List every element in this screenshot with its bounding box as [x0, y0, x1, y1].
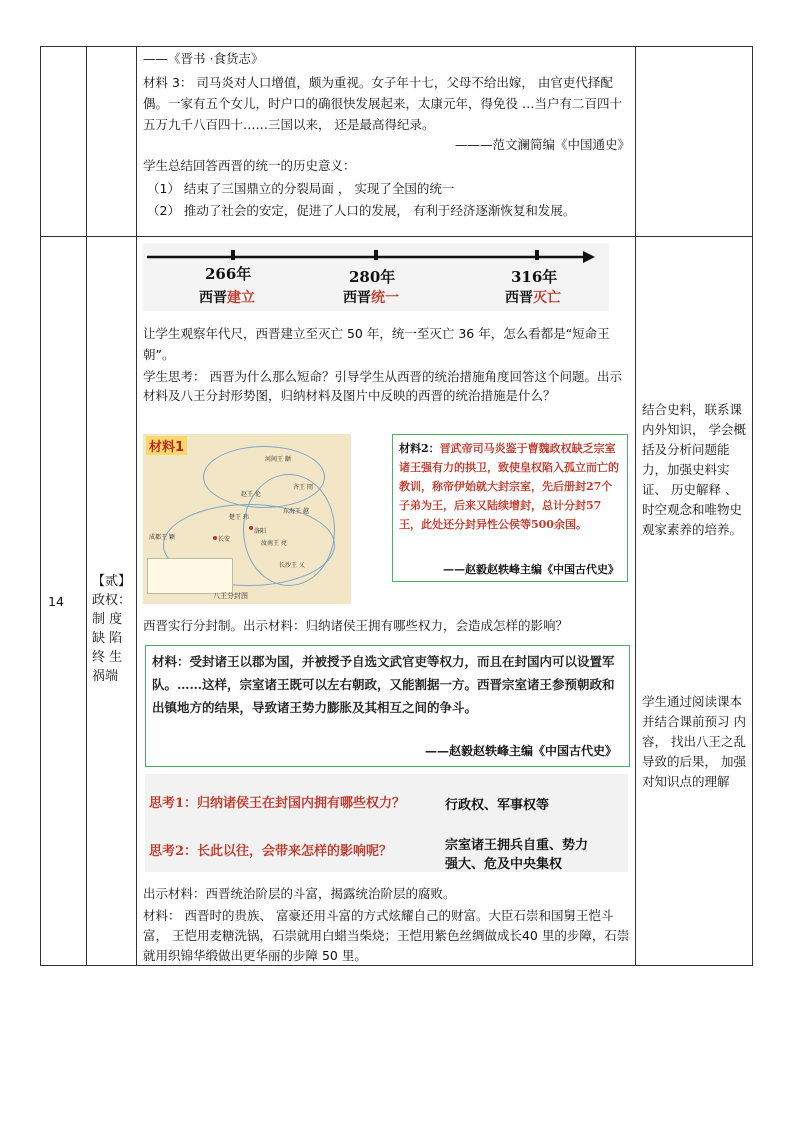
map-legend: [147, 558, 233, 594]
source-tongshi: ———范文澜简编《中国通史》: [454, 137, 630, 152]
map-label: 赵王 伦: [241, 491, 261, 498]
map-label: 成都王 颖: [149, 534, 175, 541]
summary-point-2: （2） 推动了社会的安定，促进了人口的发展， 有利于经济逐渐恢复和发展。: [147, 203, 576, 218]
stage-label: 【贰】政权：制 度缺 陷终 生祸端: [92, 574, 132, 684]
question-2: 思考2：长此以往，会带来怎样的影响呢？: [149, 844, 393, 859]
material-2-title: 材料2：: [399, 442, 440, 455]
map-tag: 材料1: [146, 436, 187, 455]
observe-text: 让学生观察年代尺，西晋建立至灭亡 50 年，统一至灭亡 36 年，怎么看都是“短命王朝”。: [143, 326, 610, 362]
event-action: 灭亡: [533, 290, 561, 306]
summary-prompt: 学生总结回答西晋的统一的历史意义：: [143, 158, 356, 173]
event-prefix: 西晋: [343, 290, 371, 306]
event-prefix: 西晋: [199, 290, 227, 306]
map-caption: 八王分封图: [213, 592, 248, 600]
map-label: 汝南王 亮: [261, 540, 287, 547]
map-label: 长沙王 乂: [279, 562, 305, 569]
question-1: 思考1：归纳诸侯王在封国内拥有哪些权力？: [149, 796, 406, 811]
material-2-body: 晋武帝司马炎鉴于曹魏政权缺乏宗室诸王强有力的拱卫，致使皇权陷入孤立而亡的教训，称帝伊始就大封宗室，先后册封27个子弟为王，后来又陆续增封，总计分封57王，此处还分封异性公侯等500余国。: [399, 442, 619, 531]
enfeoff-text: 西晋实行分封制。出示材料：归纳诸侯王拥有哪些权力，会造成怎样的影响？: [143, 618, 569, 633]
map-label: 楚王 玮: [229, 514, 249, 521]
summary-point-1: （1） 结束了三国鼎立的分裂局面 ， 实现了全国的统一: [147, 181, 455, 196]
design-intent-2: 学生通过阅读课本并结合课前预习 内容， 找出八王之乱导致的后果， 加强对知识点的理解: [642, 694, 746, 789]
source-jinshu: ——《晋书 ·食货志》: [143, 51, 264, 66]
answer-2-line-1: 宗室诸王拥兵自重、势力: [445, 838, 589, 853]
material-2-text: [399, 439, 621, 534]
row-number: 14: [48, 594, 64, 609]
answer-1: 行政权、军事权等: [445, 798, 550, 813]
question-panel: [145, 774, 628, 872]
event-prefix: 西晋: [505, 290, 533, 306]
design-intent-1: 结合史料，联系课内外知识， 学会概括及分析问题能力，加强史料实证、 历史解释 、 时空观念和唯物史观家素养的培养。: [642, 402, 746, 537]
answer-2-line-2: 强大、危及中央集权: [445, 857, 563, 872]
event-action: 建立: [227, 290, 255, 306]
timeline-event-fallen: [505, 287, 561, 307]
timeline-year-280: 280年: [349, 268, 396, 286]
timeline-event-founded: [199, 287, 255, 307]
material-source: ——赵毅赵轶峰主编《中国古代史》: [424, 744, 617, 758]
event-action: 统一: [371, 290, 399, 306]
timeline-event-unified: [343, 287, 399, 307]
show-text: 出示材料：西晋统治阶层的斗富，揭露统治阶层的腐败。: [143, 886, 456, 901]
material-box: [145, 645, 630, 767]
timeline-year-266: 266年: [205, 265, 252, 283]
map-label: 洛阳: [254, 528, 267, 535]
material-3: 材料 3： 司马炎对人口增值，颇为重视。女子年十七，父母不给出嫁， 由官吏代择配偶。一家有五个女儿，时户口的确很快发展起来，太康元年，得免役 …当户有二百四十五万九千八百四十……三国以来， 还是最高得纪录。: [143, 75, 622, 132]
material-2-source: ——赵毅赵轶峰主编《中国古代史》: [443, 563, 619, 576]
map-label: 长安: [218, 536, 231, 543]
map-label: 东海王 越: [283, 508, 309, 515]
eight-kings-map: [143, 434, 351, 604]
think-text: 学生思考： 西晋为什么那么短命？引导学生从西晋的统治措施角度回答这个问题。出示材料及八王分封形势图，归纳材料及图片中反映的西晋的统治措施是什么？: [143, 369, 622, 403]
map-label: 齐王 冏: [293, 484, 313, 491]
timeline-graphic: [143, 243, 609, 311]
map-label: 河间王 颙: [265, 456, 291, 463]
luxury-text: 材料： 西晋时的贵族、 富豪还用斗富的方式炫耀自己的财富。大臣石崇和国舅王恺斗富， 王恺用麦糖洗锅，石崇就用白蜡当柴烧；王恺用紫色丝绸做成长40 里的步障，石崇就用织锦华缎做出更华丽的步障 50 里。: [143, 908, 630, 963]
material-text: 材料：受封诸王以郡为国，并被授予自选文武官吏等权力，而且在封国内可以设置军队。……这样，宗室诸王既可以左右朝政，又能割据一方。西晋宗室诸王参预朝政和出镇地方的结果，导致诸王势力膨胀及其相互之间的争斗。: [152, 654, 615, 715]
material-2-box: [392, 434, 628, 582]
timeline-year-316: 316年: [511, 268, 558, 286]
